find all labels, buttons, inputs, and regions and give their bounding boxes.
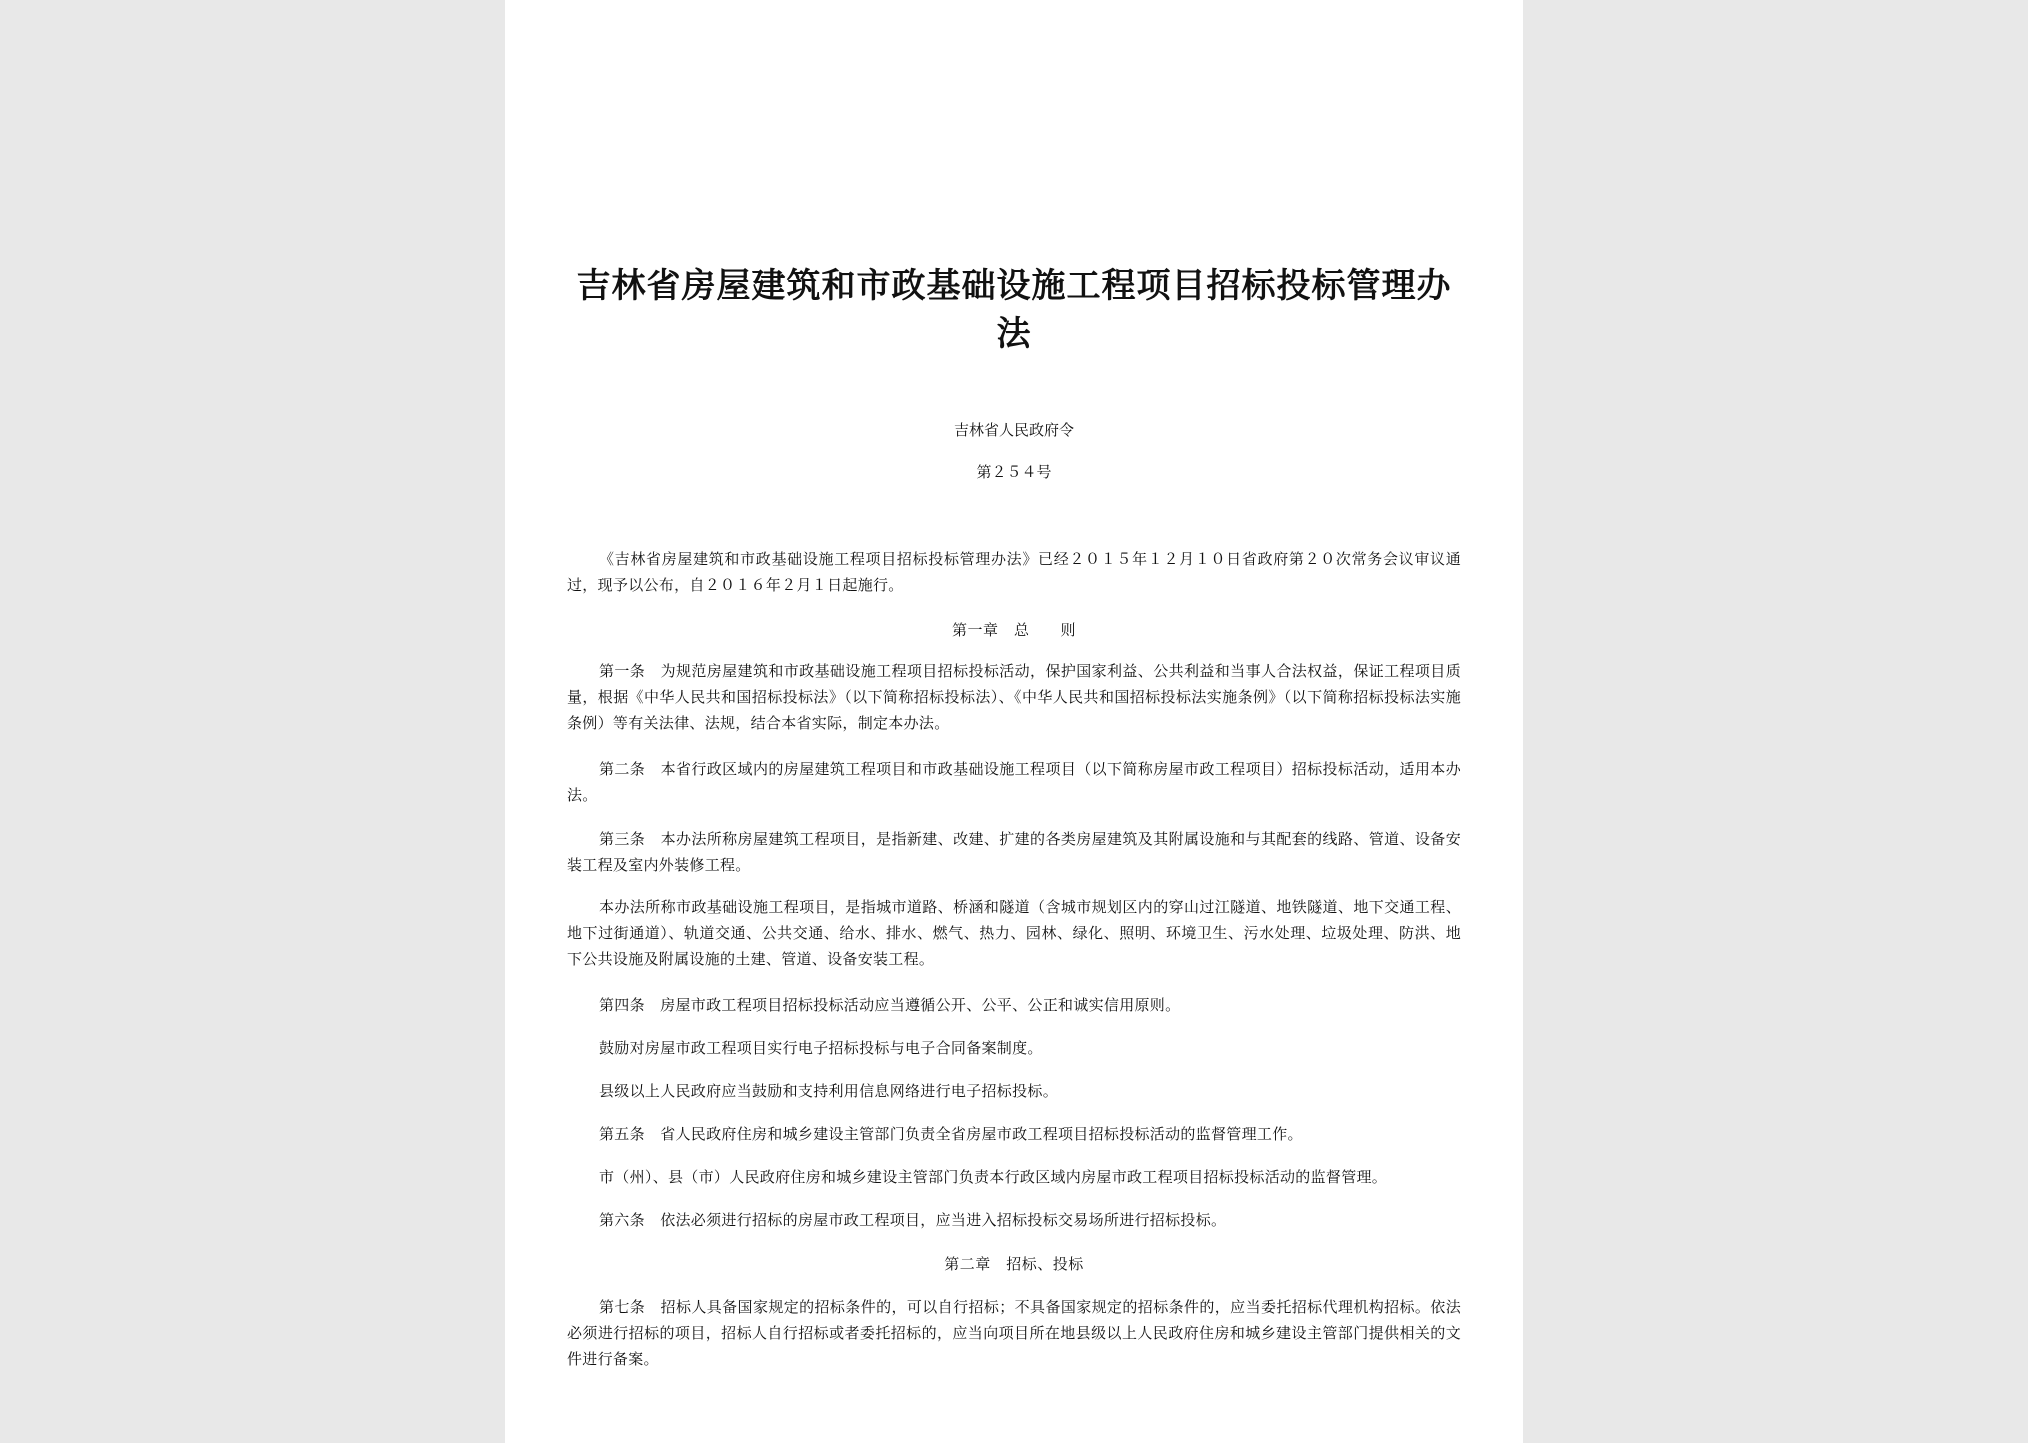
article-4-paragraph-2: 鼓励对房屋市政工程项目实行电子招标投标与电子合同备案制度。 — [599, 1039, 1043, 1057]
article-3-paragraph-2: 本办法所称市政基础设施工程项目，是指城市道路、桥涵和隧道（含城市规划区内的穿山过江隧道、地铁隧道、地下交通工程、地下过街通道）、轨道交通、公共交通、给水、排水、燃气、热力、园林、绿化、照明、环境卫生、污水处理、垃圾处理、防洪、地下公共设施及附属设施的土建、管道、设备安装工程。 — [567, 898, 1461, 968]
article-4: 第四条 房屋市政工程项目招标投标活动应当遵循公开、公平、公正和诚实信用原则。 — [599, 996, 1181, 1014]
chapter-2-title: 第二章 招标、投标 — [944, 1255, 1084, 1273]
issuer-line: 吉林省人民政府令 — [953, 421, 1074, 439]
chapter-1-title: 第一章 总 则 — [951, 621, 1076, 639]
article-3: 第三条 本办法所称房屋建筑工程项目，是指新建、改建、扩建的各类房屋建筑及其附属设施和与其配套的线路、管道、设备安装工程及室内外装修工程。 — [567, 830, 1461, 874]
article-5-paragraph-2: 市（州）、县（市）人民政府住房和城乡建设主管部门负责本行政区域内房屋市政工程项目招标投标活动的监督管理。 — [599, 1168, 1388, 1186]
article-6: 第六条 依法必须进行招标的房屋市政工程项目，应当进入招标投标交易场所进行招标投标。 — [599, 1211, 1227, 1229]
article-2: 第二条 本省行政区域内的房屋建筑工程项目和市政基础设施工程项目（以下简称房屋市政工程项目）招标投标活动，适用本办法。 — [567, 760, 1461, 804]
order-number: 第２５４号 — [976, 463, 1052, 481]
article-7: 第七条 招标人具备国家规定的招标条件的，可以自行招标；不具备国家规定的招标条件的，应当委托招标代理机构招标。依法必须进行招标的项目，招标人自行招标或者委托招标的，应当向项目所在地县级以上人民政府住房和城乡建设主管部门提供相关的文件进行备案。 — [567, 1298, 1461, 1368]
article-5: 第五条 省人民政府住房和城乡建设主管部门负责全省房屋市政工程项目招标投标活动的监督管理工作。 — [599, 1125, 1303, 1143]
document-page — [505, 0, 1523, 1443]
document-title: 吉林省房屋建筑和市政基础设施工程项目招标投标管理办法 — [576, 266, 1452, 354]
article-4-paragraph-3: 县级以上人民政府应当鼓励和支持利用信息网络进行电子招标投标。 — [599, 1082, 1059, 1100]
preamble-paragraph: 《吉林省房屋建筑和市政基础设施工程项目招标投标管理办法》已经２０１５年１２月１０日省政府第２０次常务会议审议通过，现予以公布，自２０１６年２月１日起施行。 — [567, 550, 1461, 594]
article-1: 第一条 为规范房屋建筑和市政基础设施工程项目招标投标活动，保护国家利益、公共利益和当事人合法权益，保证工程项目质量，根据《中华人民共和国招标投标法》（以下简称招标投标法）、《中华人民共和国招标投标法实施条例》（以下简称招标投标法实施条例）等有关法律、法规，结合本省实际，制定本办法。 — [567, 662, 1461, 732]
